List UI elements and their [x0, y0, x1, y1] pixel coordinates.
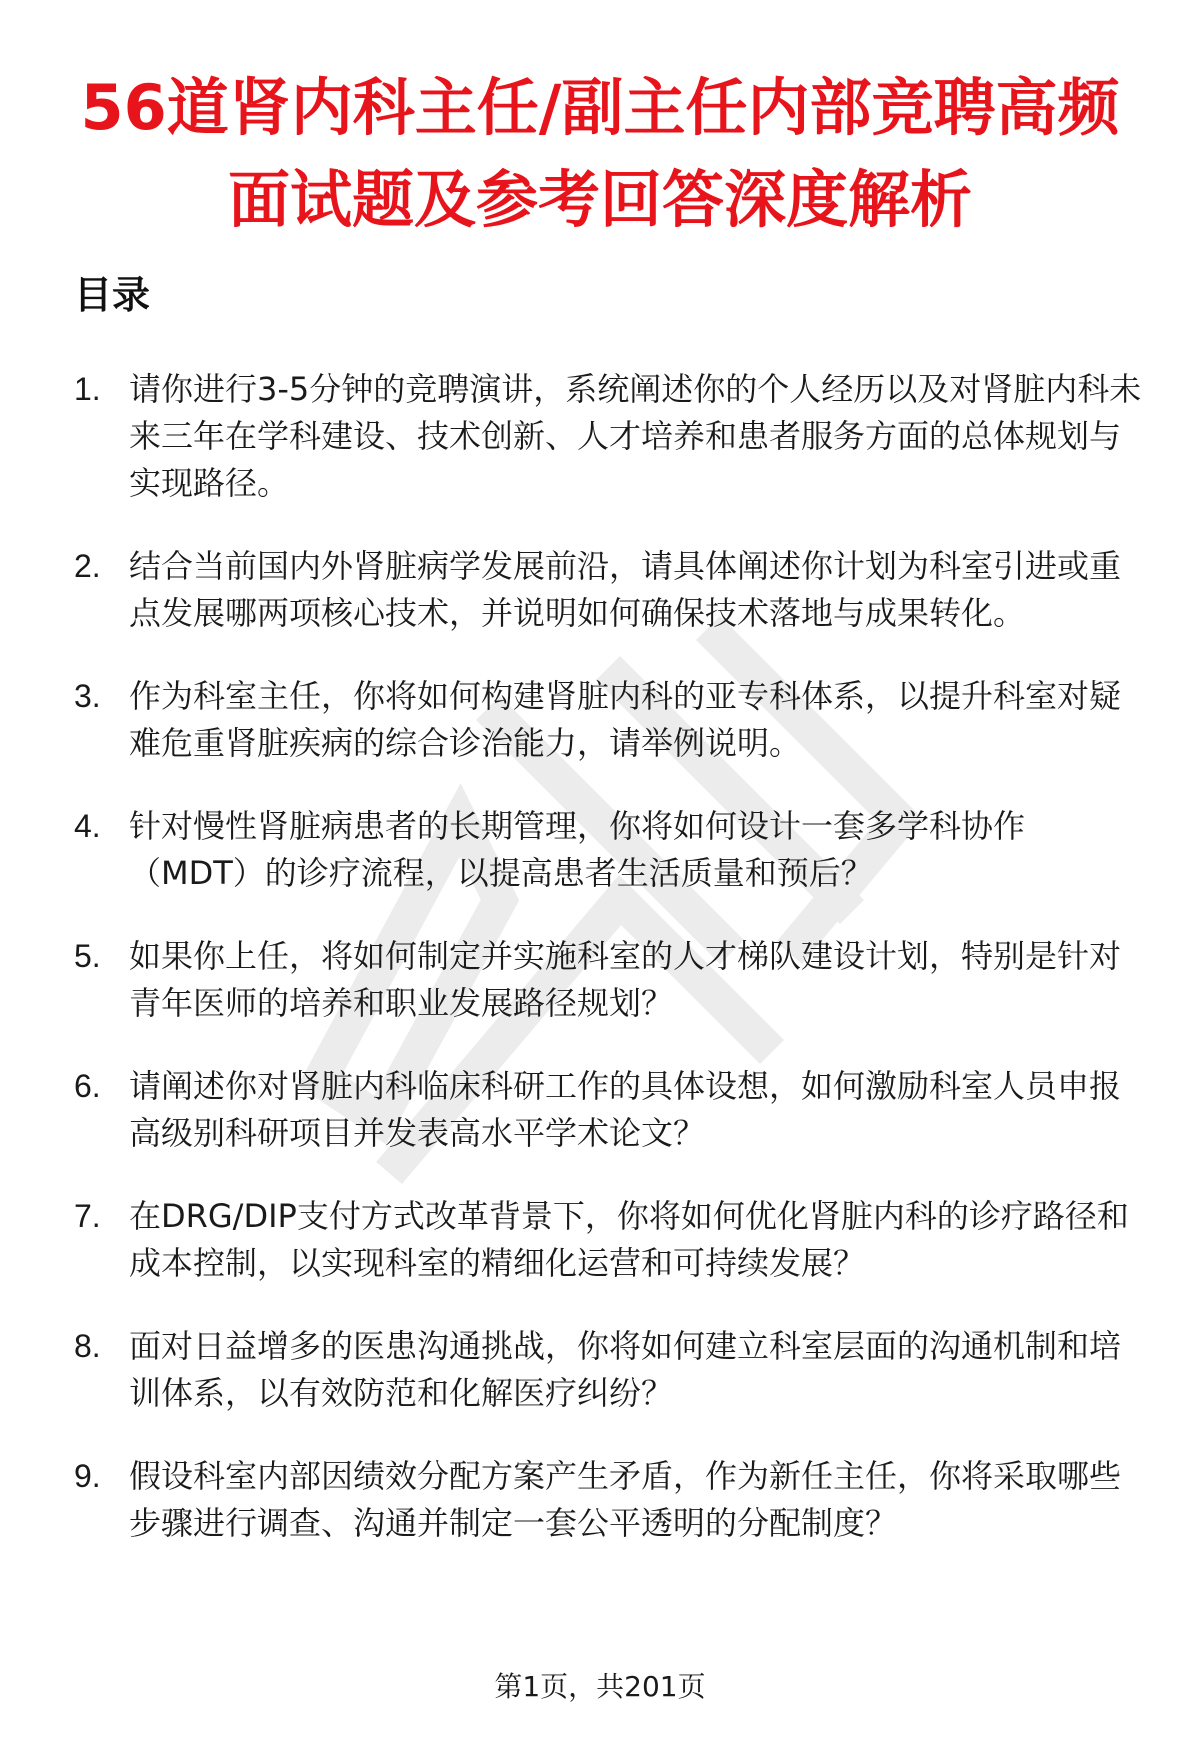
toc-item-text: 在DRG/DIP支付方式改革背景下，你将如何优化肾脏内科的诊疗路径和成本控制，以实现科室的精细化运营和可持续发展？: [129, 1197, 1129, 1282]
toc-item-number: 5.: [74, 938, 101, 974]
toc-item-number: 9.: [74, 1458, 101, 1494]
toc-item-number: 8.: [74, 1328, 101, 1364]
toc-item-number: 7.: [74, 1198, 101, 1234]
toc-item[interactable]: [74, 803, 1144, 897]
toc-item-text: 如果你上任，将如何制定并实施科室的人才梯队建设计划，特别是针对青年医师的培养和职业发展路径规划？: [129, 937, 1122, 1022]
toc-item-text: 请阐述你对肾脏内科临床科研工作的具体设想，如何激励科室人员申报高级别科研项目并发表高水平学术论文？: [129, 1067, 1122, 1152]
toc-item-number: 3.: [74, 678, 101, 714]
toc-list: [74, 366, 1144, 1583]
toc-item-number: 1.: [74, 371, 101, 407]
toc-item-number: 2.: [74, 548, 101, 584]
toc-item-text: 结合当前国内外肾脏病学发展前沿，请具体阐述你计划为科室引进或重点发展哪两项核心技术，并说明如何确保技术落地与成果转化。: [129, 547, 1122, 632]
toc-item[interactable]: [74, 1323, 1144, 1417]
toc-item[interactable]: [74, 1193, 1144, 1287]
toc-item[interactable]: [74, 366, 1144, 507]
toc-item-text: 请你进行3-5分钟的竞聘演讲，系统阐述你的个人经历以及对肾脏内科未来三年在学科建设、技术创新、人才培养和患者服务方面的总体规划与实现路径。: [129, 370, 1142, 502]
toc-item[interactable]: [74, 673, 1144, 767]
toc-item-text: 面对日益增多的医患沟通挑战，你将如何建立科室层面的沟通机制和培训体系，以有效防范和化解医疗纠纷？: [129, 1327, 1122, 1412]
document-title: 56道肾内科主任/副主任内部竞聘高频面试题及参考回答深度解析: [80, 71, 1120, 236]
toc-item-text: 针对慢性肾脏病患者的长期管理，你将如何设计一套多学科协作（MDT）的诊疗流程，以提高患者生活质量和预后？: [129, 807, 1026, 892]
toc-heading: 目录: [74, 273, 151, 317]
toc-item[interactable]: [74, 1453, 1144, 1547]
toc-item-number: 6.: [74, 1068, 101, 1104]
toc-item-number: 4.: [74, 808, 101, 844]
toc-item-text: 作为科室主任，你将如何构建肾脏内科的亚专科体系，以提升科室对疑难危重肾脏疾病的综合诊治能力，请举例说明。: [129, 677, 1122, 762]
page-footer: 第1页，共201页: [494, 1670, 706, 1703]
toc-item[interactable]: [74, 543, 1144, 637]
toc-item-text: 假设科室内部因绩效分配方案产生矛盾，作为新任主任，你将采取哪些步骤进行调查、沟通并制定一套公平透明的分配制度？: [129, 1457, 1122, 1542]
toc-item[interactable]: [74, 933, 1144, 1027]
toc-item[interactable]: [74, 1063, 1144, 1157]
